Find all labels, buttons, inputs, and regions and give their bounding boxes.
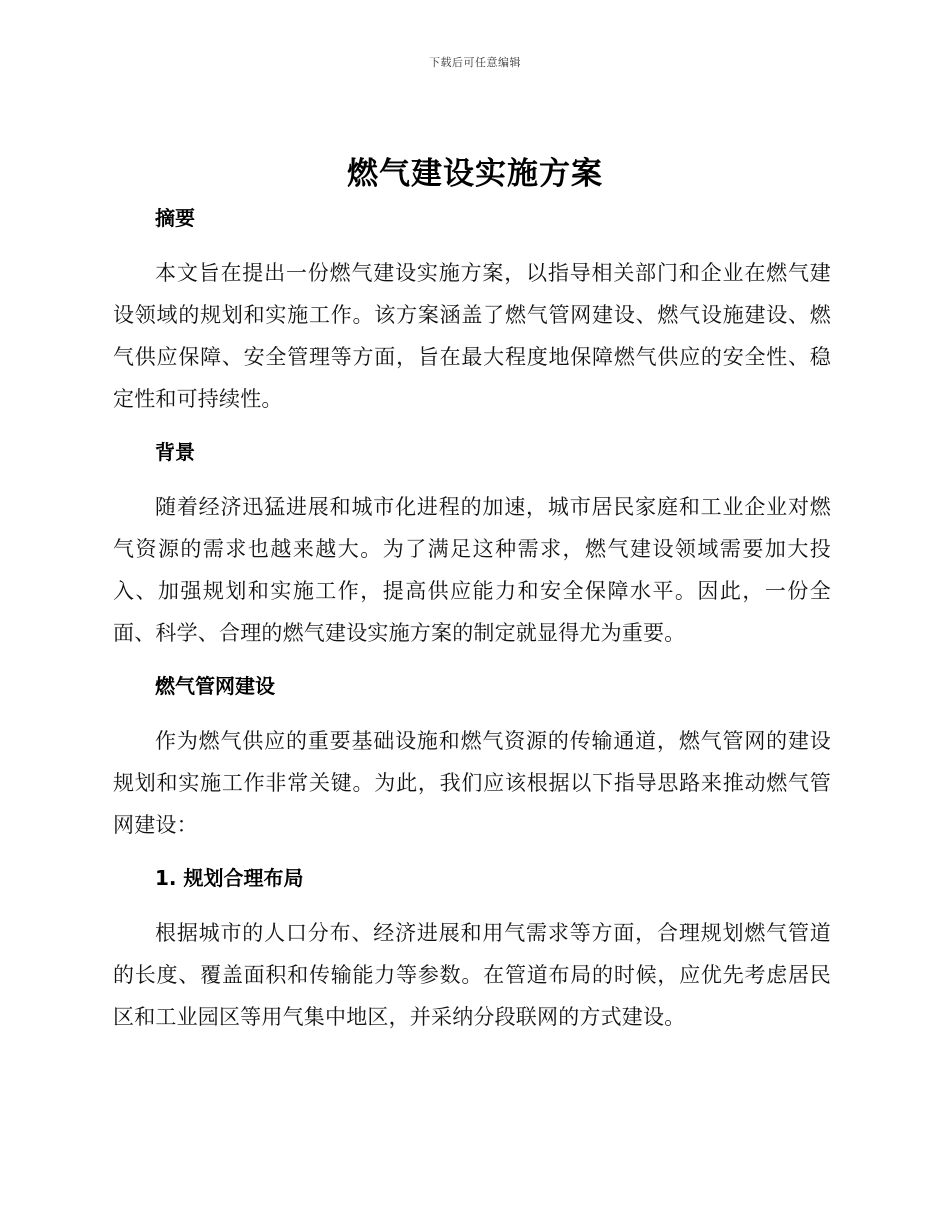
- section-heading-layout: 1. 规划合理布局: [155, 866, 304, 890]
- paragraph-pipeline: 作为燃气供应的重要基础设施和燃气资源的传输通道，燃气管网的建设规划和实施工作非常关键。为此，我们应该根据以下指导思路来推动燃气管网建设：: [113, 729, 831, 837]
- paragraph-layout: 根据城市的人口分布、经济进展和用气需求等方面，合理规划燃气管道的长度、覆盖面积和传输能力等参数。在管道布局的时候，应优先考虑居民区和工业园区等用气集中地区，并采纳分段联网的方式建设。: [113, 921, 831, 1029]
- section-heading-abstract: 摘要: [155, 206, 195, 230]
- section-heading-background: 背景: [155, 440, 195, 464]
- page-header-note: 下载后可任意编辑: [429, 56, 521, 69]
- section-heading-pipeline: 燃气管网建设: [155, 674, 275, 698]
- paragraph-background: 随着经济迅猛进展和城市化进程的加速，城市居民家庭和工业企业对燃气资源的需求也越来越大。为了满足这种需求，燃气建设领域需要加大投入、加强规划和实施工作，提高供应能力和安全保障水平。因此，一份全面、科学、合理的燃气建设实施方案的制定就显得尤为重要。: [113, 495, 831, 645]
- paragraph-abstract: 本文旨在提出一份燃气建设实施方案，以指导相关部门和企业在燃气建设领域的规划和实施工作。该方案涵盖了燃气管网建设、燃气设施建设、燃气供应保障、安全管理等方面，旨在最大程度地保障燃气供应的安全性、稳定性和可持续性。: [113, 261, 831, 411]
- document-title: 燃气建设实施方案: [347, 156, 603, 192]
- document-body: [113, 200, 831, 1038]
